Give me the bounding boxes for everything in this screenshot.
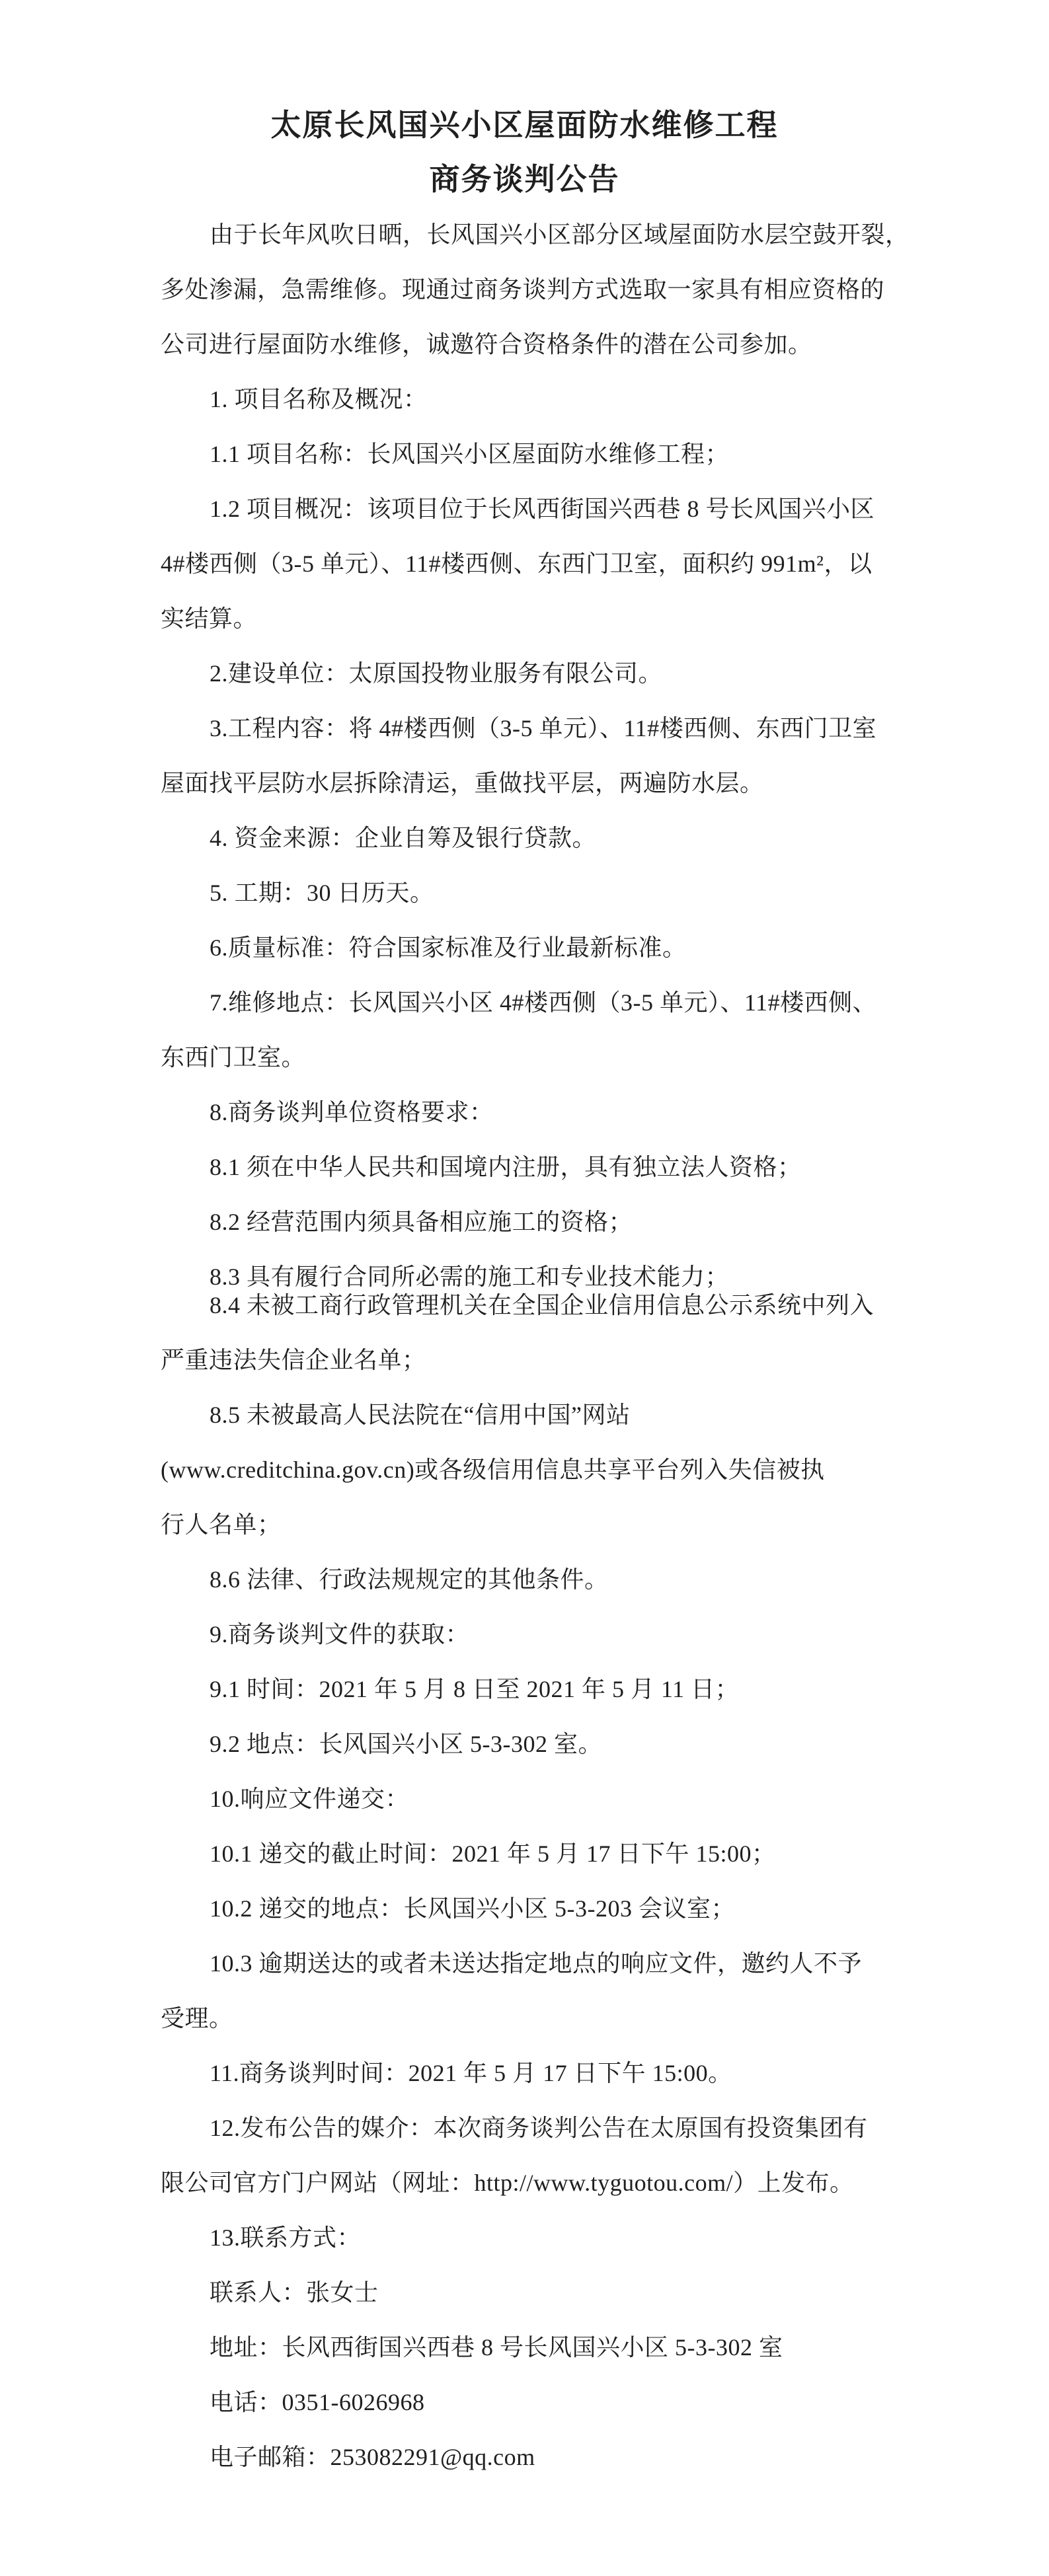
doc-line: 4. 资金来源：企业自筹及银行贷款。 [210,825,597,851]
doc-line: 10.响应文件递交： [210,1786,410,1812]
doc-line: 8.6 法律、行政法规规定的其他条件。 [210,1566,609,1593]
doc-line: 2.建设单位：太原国投物业服务有限公司。 [210,660,663,687]
doc-line: 8.3 具有履行合同所必需的施工和专业技术能力； [210,1264,730,1290]
doc-line: 电子邮箱：253082291@qq.com [210,2444,535,2470]
document-subtitle: 商务谈判公告 [429,163,620,196]
doc-line: 8.商务谈判单位资格要求： [210,1099,494,1125]
doc-line: 屋面找平层防水层拆除清运，重做找平层，两遍防水层。 [161,770,764,796]
doc-line: 地址：长风西街国兴西巷 8 号长风国兴小区 5-3-302 室 [210,2334,783,2361]
doc-line: 8.2 经营范围内须具备相应施工的资格； [210,1209,633,1235]
doc-line: 由于长年风吹日晒，长风国兴小区部分区域屋面防水层空鼓开裂， [210,221,910,248]
doc-line: 13.联系方式： [210,2224,362,2251]
doc-line: 10.3 逾期送达的或者未送达指定地点的响应文件，邀约人不予 [210,1950,863,1977]
doc-line: 实结算。 [161,605,258,632]
doc-line: 10.2 递交的地点：长风国兴小区 5-3-203 会议室； [210,1895,735,1922]
doc-line: 限公司官方门户网站（网址：http://www.tyguotou.com/）上发布。 [161,2170,854,2196]
doc-line: 4#楼西侧（3-5 单元）、11#楼西侧、东西门卫室，面积约 991m²，以 [161,550,873,577]
doc-line: 9.1 时间：2021 年 5 月 8 日至 2021 年 5 月 11 日； [210,1676,740,1702]
doc-line: 行人名单； [161,1511,282,1538]
doc-line: 3.工程内容：将 4#楼西侧（3-5 单元）、11#楼西侧、东西门卫室 [210,715,877,741]
doc-line: 联系人：张女士 [210,2279,379,2306]
doc-line: 9.2 地点：长风国兴小区 5-3-302 室。 [210,1731,602,1757]
doc-line: 6.质量标准：符合国家标准及行业最新标准。 [210,934,687,961]
doc-line: 电话：0351-6026968 [210,2389,425,2415]
doc-line: 1.1 项目名称：长风国兴小区屋面防水维修工程； [210,441,730,467]
document-title: 太原长风国兴小区屋面防水维修工程 [270,108,779,142]
doc-line: 9.商务谈判文件的获取： [210,1621,470,1648]
doc-line: 东西门卫室。 [161,1044,306,1071]
doc-line: 公司进行屋面防水维修，诚邀符合资格条件的潜在公司参加。 [161,331,812,358]
doc-line: (www.creditchina.gov.cn)或各级信用信息共享平台列入失信被执 [161,1457,825,1483]
doc-line: 10.1 递交的截止时间：2021 年 5 月 17 日下午 15:00； [210,1840,776,1867]
doc-line: 12.发布公告的媒介：本次商务谈判公告在太原国有投资集团有 [210,2115,868,2141]
doc-line: 5. 工期：30 日历天。 [210,880,434,906]
doc-line: 1.2 项目概况：该项目位于长风西街国兴西巷 8 号长风国兴小区 [210,496,875,522]
doc-line: 7.维修地点：长风国兴小区 4#楼西侧（3-5 单元）、11#楼西侧、 [210,989,877,1016]
doc-line: 1. 项目名称及概况： [210,386,428,412]
doc-line: 严重违法失信企业名单； [161,1347,426,1373]
doc-line: 8.5 未被最高人民法院在“信用中国”网站 [210,1402,631,1428]
doc-line: 受理。 [161,2005,233,2031]
doc-line: 8.1 须在中华人民共和国境内注册，具有独立法人资格； [210,1154,802,1180]
doc-line: 多处渗漏，急需维修。现通过商务谈判方式选取一家具有相应资格的 [161,276,885,303]
doc-line: 11.商务谈判时间：2021 年 5 月 17 日下午 15:00。 [210,2060,732,2086]
doc-line: 8.4 未被工商行政管理机关在全国企业信用信息公示系统中列入 [210,1292,874,1318]
